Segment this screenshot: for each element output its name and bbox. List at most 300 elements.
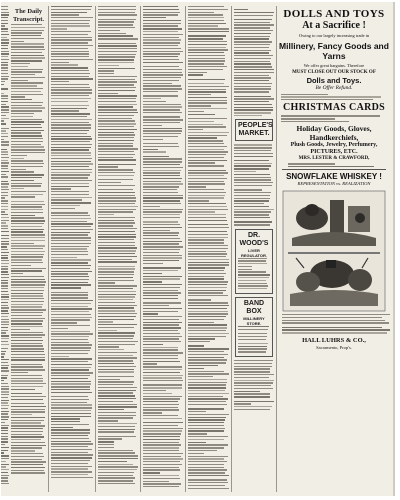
- text-line: [234, 209, 274, 210]
- text-line: [1, 228, 8, 229]
- text-line: [11, 243, 34, 244]
- text-line: [1, 246, 7, 247]
- text-line: [11, 82, 43, 83]
- text-line: [51, 48, 88, 49]
- text-line: [234, 41, 272, 42]
- text-line: [188, 143, 224, 144]
- text-line: [282, 329, 390, 330]
- text-line: [1, 93, 4, 94]
- text-line: [234, 150, 271, 151]
- text-line: [51, 237, 91, 238]
- text-line: [51, 331, 90, 332]
- text-line: [188, 178, 227, 179]
- text-line: [143, 377, 182, 378]
- text-line: [143, 243, 179, 244]
- text-line: [98, 357, 137, 358]
- text-line: [143, 192, 178, 193]
- text-line: [11, 88, 43, 89]
- text-line: [51, 268, 90, 269]
- text-line: [98, 33, 126, 34]
- text-line: [188, 430, 224, 431]
- text-line: [11, 155, 27, 156]
- close-out-line: MUST CLOSE OUT OUR STOCK OF: [292, 70, 376, 75]
- text-line: [188, 253, 227, 254]
- text-line: [11, 281, 46, 282]
- text-line: [11, 380, 43, 381]
- text-line: [51, 105, 89, 106]
- text-line: [51, 248, 87, 249]
- text-line: [238, 258, 267, 259]
- text-line: [188, 162, 215, 163]
- text-line: [1, 186, 8, 187]
- text-line: [98, 338, 133, 339]
- text-line: [1, 136, 8, 137]
- text-line: [51, 141, 90, 142]
- text-line: [11, 209, 43, 210]
- text-line: [51, 383, 91, 384]
- text-line: [51, 53, 89, 54]
- text-line: [188, 479, 227, 480]
- text-line: [11, 450, 35, 451]
- text-line: [51, 474, 88, 475]
- text-line: [143, 232, 179, 233]
- text-line: [188, 183, 225, 184]
- text-line: [1, 141, 9, 142]
- text-line: [51, 95, 89, 96]
- text-line: [188, 66, 227, 67]
- text-line: [51, 457, 92, 458]
- text-line: [11, 163, 44, 164]
- text-line: [143, 439, 180, 440]
- text-line: [143, 311, 178, 312]
- text-line: [143, 161, 182, 162]
- text-line: [143, 418, 182, 419]
- text-line: [143, 467, 179, 468]
- text-line: [51, 364, 92, 365]
- text-line: [1, 411, 9, 412]
- text-line: [1, 483, 9, 484]
- text-line: [188, 234, 228, 235]
- text-line: [143, 186, 179, 187]
- text-line: [98, 363, 134, 364]
- text-line: [238, 288, 267, 289]
- text-line: [11, 445, 46, 446]
- whiskey-engraving-illustration: [282, 190, 386, 312]
- text-line: [51, 306, 88, 307]
- text-line: [51, 399, 89, 400]
- text-line: [188, 376, 213, 377]
- text-line: [51, 466, 92, 467]
- text-line: [98, 87, 136, 88]
- text-line: [143, 23, 181, 24]
- text-line: [188, 227, 229, 228]
- text-line: [1, 299, 9, 300]
- text-line: [11, 105, 42, 106]
- text-line: [188, 290, 226, 291]
- text-line: [51, 356, 69, 357]
- text-line: [281, 118, 335, 119]
- text-line: [143, 366, 182, 367]
- text-line: [143, 53, 180, 54]
- text-line: [1, 377, 7, 378]
- text-line: [98, 115, 134, 116]
- text-line: [11, 231, 43, 232]
- text-line: [11, 287, 44, 288]
- text-line: [1, 452, 4, 453]
- text-line: [98, 95, 137, 96]
- text-line: [98, 288, 133, 289]
- text-line: [51, 234, 88, 235]
- text-line: [98, 444, 114, 445]
- text-line: [188, 368, 204, 369]
- text-line: [11, 49, 45, 50]
- text-line: [1, 447, 9, 448]
- text-line: [98, 126, 134, 127]
- text-line: [188, 348, 229, 349]
- text-line: [188, 428, 225, 429]
- text-line: [11, 146, 44, 147]
- text-line: [98, 307, 134, 308]
- text-line: [234, 47, 269, 48]
- text-line: [51, 218, 91, 219]
- text-line: [188, 379, 227, 380]
- text-line: [143, 428, 183, 429]
- text-line: [11, 442, 45, 443]
- text-line: [1, 128, 9, 129]
- text-line: [98, 169, 133, 170]
- text-line: [98, 381, 134, 382]
- text-line: [188, 433, 207, 434]
- text-line: [1, 365, 9, 366]
- text-line: [143, 444, 181, 445]
- text-line: [51, 407, 92, 408]
- text-line: [98, 417, 133, 418]
- text-line: [188, 311, 228, 312]
- text-line: [1, 285, 8, 286]
- text-line: [1, 88, 8, 89]
- text-line: [143, 88, 182, 89]
- text-line: [281, 94, 328, 95]
- text-line: [11, 332, 43, 333]
- text-line: [238, 339, 266, 340]
- text-line: [143, 347, 178, 348]
- text-line: [98, 302, 135, 303]
- text-line: [188, 12, 214, 13]
- text-line: [143, 98, 161, 99]
- text-line: [98, 253, 135, 254]
- text-line: [98, 469, 137, 470]
- text-line: [143, 363, 157, 364]
- text-line: [143, 189, 177, 190]
- text-line: [98, 404, 137, 405]
- text-line: [51, 273, 88, 274]
- christmas-cards-headline: CHRISTMAS CARDS: [282, 102, 385, 114]
- text-line: [143, 200, 180, 201]
- text-line: [143, 322, 182, 323]
- text-line: [143, 401, 178, 402]
- text-line: [234, 206, 269, 207]
- text-line: [188, 105, 211, 106]
- text-line: [238, 274, 270, 275]
- text-line: [98, 379, 120, 380]
- text-line: [143, 62, 183, 63]
- newspaper-page: [1, 2, 395, 496]
- text-line: [1, 162, 9, 163]
- text-line: [188, 140, 223, 141]
- text-line: [143, 241, 182, 242]
- text-line: [1, 441, 8, 442]
- text-line: [1, 433, 8, 434]
- text-line: [98, 217, 135, 218]
- text-line: [143, 475, 179, 476]
- text-line: [234, 371, 270, 372]
- text-line: [143, 464, 182, 465]
- text-line: [11, 152, 45, 153]
- text-line: [1, 78, 8, 79]
- text-line: [1, 98, 8, 99]
- text-line: [1, 351, 6, 352]
- sacrifice-headline: At a Sacrifice !: [302, 20, 366, 31]
- text-line: [11, 354, 45, 355]
- text-line: [143, 330, 178, 331]
- text-line: [51, 396, 88, 397]
- text-line: [98, 54, 136, 55]
- text-line: [143, 143, 178, 144]
- text-line: [51, 122, 89, 123]
- text-line: [98, 450, 133, 451]
- text-line: [11, 420, 44, 421]
- text-line: [98, 324, 137, 325]
- text-line: [143, 409, 179, 410]
- text-line: [98, 21, 134, 22]
- text-line: [51, 73, 90, 74]
- text-line: [51, 386, 90, 387]
- text-line: [11, 220, 45, 221]
- text-line: [188, 154, 226, 155]
- text-line: [188, 111, 204, 112]
- text-line: [51, 149, 89, 150]
- text-line: [1, 263, 9, 264]
- text-line: [234, 77, 271, 78]
- text-line: [1, 123, 6, 124]
- text-line: [51, 127, 91, 128]
- text-line: [98, 475, 133, 476]
- offer-line: We offer great bargains. Therefore: [303, 62, 365, 68]
- text-line: [51, 14, 79, 15]
- text-line: [188, 408, 224, 409]
- text-line: [188, 302, 228, 303]
- text-line: [1, 23, 8, 24]
- text-line: [1, 370, 9, 371]
- text-line: [98, 346, 119, 347]
- text-line: [1, 192, 8, 193]
- text-line: [234, 55, 273, 56]
- text-line: [188, 248, 228, 249]
- text-line: [1, 425, 9, 426]
- text-line: [143, 156, 169, 157]
- text-line: [51, 174, 90, 175]
- text-line: [188, 450, 217, 451]
- text-line: [98, 143, 133, 144]
- text-line: [11, 425, 45, 426]
- text-line: [98, 9, 136, 10]
- text-line: [238, 329, 268, 330]
- text-line: [282, 332, 387, 333]
- text-line: [1, 321, 9, 322]
- text-line: [98, 90, 135, 91]
- text-line: [188, 121, 214, 122]
- text-line: [234, 163, 272, 164]
- text-line: [234, 168, 269, 169]
- text-line: [143, 72, 182, 73]
- text-line: [11, 141, 43, 142]
- text-line: [188, 237, 228, 238]
- text-line: [282, 322, 389, 323]
- text-line: [188, 172, 228, 173]
- text-line: [51, 147, 91, 148]
- hall-luhrs-signature: HALL LUHRS & CO.,: [302, 336, 366, 344]
- text-line: [51, 70, 89, 71]
- text-line: [143, 51, 183, 52]
- text-line: [143, 106, 182, 107]
- text-line: [11, 298, 44, 299]
- text-line: [234, 80, 269, 81]
- text-line: [143, 37, 179, 38]
- text-line: [234, 406, 272, 407]
- text-line: [51, 347, 91, 348]
- text-line: [51, 452, 88, 453]
- text-line: [234, 382, 273, 383]
- text-line: [11, 60, 42, 61]
- text-line: [188, 151, 228, 152]
- text-line: [51, 119, 92, 120]
- liver-regulator-title: LIVER REGULATOR.: [240, 247, 268, 258]
- text-line: [1, 31, 8, 32]
- text-line: [234, 15, 273, 16]
- text-line: [98, 321, 113, 322]
- text-line: [51, 155, 91, 156]
- text-line: [143, 119, 183, 120]
- text-line: [11, 135, 42, 136]
- text-line: [143, 396, 182, 397]
- text-line: [11, 138, 43, 139]
- text-line: [98, 280, 134, 281]
- text-line: [11, 337, 42, 338]
- text-line: [98, 48, 137, 49]
- text-line: [143, 263, 163, 264]
- text-line: [238, 277, 269, 278]
- text-line: [234, 380, 274, 381]
- text-line: [98, 234, 136, 235]
- millinery-line: Millinery, Fancy Goods and Yarns: [279, 40, 389, 61]
- text-line: [98, 406, 137, 407]
- text-line: [1, 310, 8, 311]
- text-line: [98, 24, 133, 25]
- text-line: [11, 351, 44, 352]
- text-line: [188, 14, 223, 15]
- text-line: [11, 74, 35, 75]
- text-line: [143, 260, 179, 261]
- text-line: [188, 422, 224, 423]
- text-line: [51, 271, 92, 272]
- text-line: [1, 469, 9, 470]
- text-line: [51, 303, 91, 304]
- text-line: [1, 214, 8, 215]
- text-line: [98, 151, 134, 152]
- text-line: [143, 136, 178, 137]
- text-line: [238, 351, 266, 352]
- text-line: [51, 45, 93, 46]
- text-line: [234, 224, 270, 225]
- text-line: [98, 129, 137, 130]
- text-line: [143, 227, 182, 228]
- text-line: [234, 19, 272, 20]
- text-line: [1, 51, 9, 52]
- text-line: [98, 420, 118, 421]
- text-line: [1, 458, 9, 459]
- text-line: [1, 252, 9, 253]
- text-line: [143, 352, 183, 353]
- text-line: [98, 480, 133, 481]
- text-line: [234, 30, 273, 31]
- text-line: [98, 296, 135, 297]
- text-line: [1, 144, 9, 145]
- text-line: [1, 388, 9, 389]
- text-line: [143, 372, 180, 373]
- text-line: [1, 291, 8, 292]
- text-line: [11, 383, 46, 384]
- text-line: [1, 438, 8, 439]
- text-line: [143, 14, 178, 15]
- text-line: [11, 217, 44, 218]
- text-line: [98, 35, 133, 36]
- text-line: [11, 32, 42, 33]
- text-line: [51, 418, 80, 419]
- text-line: [51, 454, 93, 455]
- text-line: [98, 45, 137, 46]
- text-line: [51, 350, 90, 351]
- text-line: [98, 203, 135, 204]
- text-line: [11, 55, 44, 56]
- text-line: [11, 461, 46, 462]
- text-line: [98, 140, 134, 141]
- text-line: [1, 109, 9, 110]
- text-line: [143, 39, 181, 40]
- text-line: [98, 355, 133, 356]
- text-line: [188, 55, 225, 56]
- text-line: [188, 181, 224, 182]
- text-line: [51, 367, 91, 368]
- text-line: [143, 6, 178, 7]
- text-line: [188, 214, 226, 215]
- text-line: [51, 98, 91, 99]
- dolls-toys-advertisement: [278, 6, 390, 492]
- text-line: [188, 211, 215, 212]
- text-line: [11, 467, 45, 468]
- text-line: [188, 273, 226, 274]
- text-line: [188, 63, 224, 64]
- text-line: [98, 464, 133, 465]
- text-line: [98, 268, 135, 269]
- text-line: [11, 185, 41, 186]
- text-line: [143, 292, 181, 293]
- text-line: [188, 330, 226, 331]
- text-line: [143, 287, 180, 288]
- text-line: [51, 339, 88, 340]
- text-line: [1, 62, 8, 63]
- text-line: [51, 333, 93, 334]
- text-line: [188, 100, 227, 101]
